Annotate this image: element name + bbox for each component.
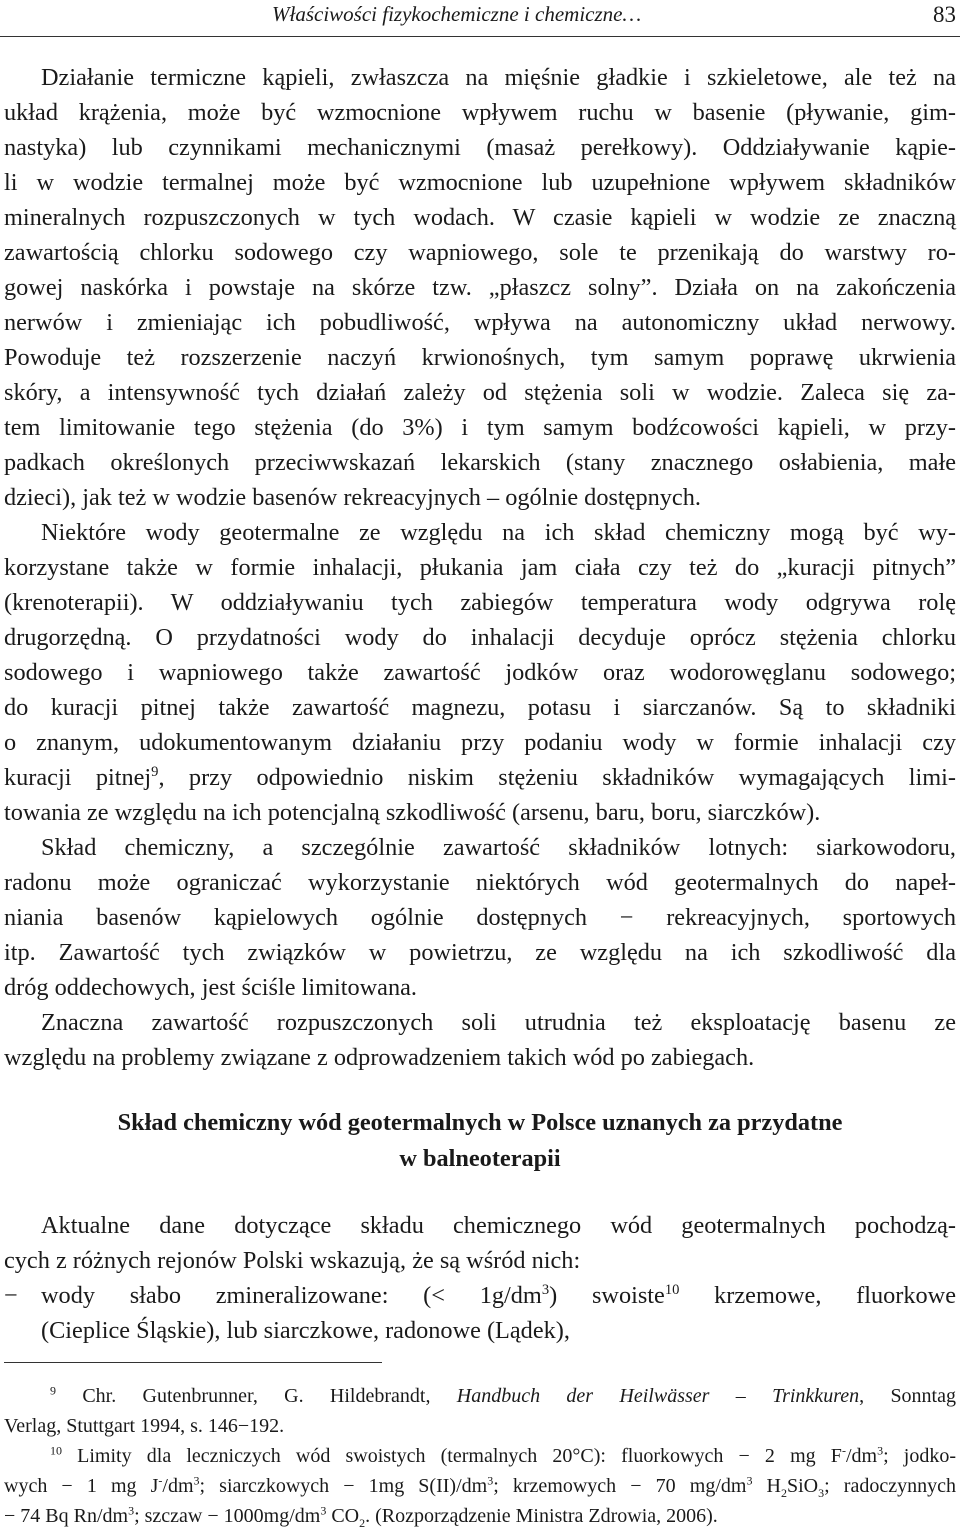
running-header bbox=[0, 0, 960, 37]
superscript: 3 bbox=[877, 1443, 884, 1458]
footnote-text: ; radoczynnych bbox=[824, 1475, 956, 1497]
text-line: padkach określonych przeciwwskazań lekarskich (stany znacznego osłabienia, małe bbox=[4, 449, 956, 476]
list-dash: − bbox=[4, 1282, 18, 1309]
text-line bbox=[4, 760, 956, 795]
footnote-number: 10 bbox=[50, 1443, 62, 1458]
header-title: Właściwości fizykochemiczne i chemiczne… bbox=[272, 2, 642, 26]
footnote-text: Limity dla leczniczych wód swoistych (termalnych 20°C): fluorkowych − 2 mg F bbox=[62, 1445, 842, 1467]
section-heading bbox=[0, 1105, 960, 1177]
text-line: Znaczna zawartość rozpuszczonych soli utrudnia też eksploatację basenu ze bbox=[41, 1009, 956, 1036]
list-text: (Cieplice Śląskie), lub siarczkowe, radonowe (Lądek), bbox=[41, 1317, 570, 1344]
text-line: dróg oddechowych, jest ściśle limitowana. bbox=[4, 974, 417, 1001]
text-line: skóry, a intensywność tych działań zależy od stężenia soli w wodzie. Zaleca się za- bbox=[4, 379, 956, 406]
footnote-text: ; krzemowych − 70 mg/dm bbox=[493, 1475, 747, 1497]
superscript: 3 bbox=[128, 1503, 135, 1518]
book-title: Handbuch der Heilwässer – Trinkkuren bbox=[456, 1385, 860, 1407]
footnote-ref-9[interactable]: 9 bbox=[151, 763, 159, 780]
superscript: - bbox=[841, 1443, 846, 1458]
footnote-text: ; szczaw − 1000mg/dm bbox=[134, 1505, 321, 1527]
footnote-text: ; jodko- bbox=[883, 1445, 956, 1467]
text-line: względu na problemy związane z odprowadzeniem takich wód po zabiegach. bbox=[4, 1044, 755, 1071]
text-line: do kuracji pitnej także zawartość magnezu, potasu i siarczanów. Są to składniki bbox=[4, 694, 956, 721]
text-line: cych z różnych rejonów Polski wskazują, że są wśród nich: bbox=[4, 1247, 581, 1274]
section-text bbox=[4, 1208, 956, 1348]
footnote-text: /dm bbox=[162, 1475, 194, 1497]
text-line: Powoduje też rozszerzenie naczyń krwionośnych, tym samym poprawę ukrwienia bbox=[4, 344, 956, 371]
text-line: gowej naskórka i powstaje na skórze tzw. „płaszcz solny”. Działa on na zakończenia bbox=[4, 274, 956, 301]
text-line: zawartością chlorku sodowego czy wapniowego, sole te przenikają do warstwy ro- bbox=[4, 239, 956, 266]
footnote-text: . (Rozporządzenie Ministra Zdrowia, 2006). bbox=[365, 1505, 718, 1527]
footnotes bbox=[4, 1381, 956, 1531]
text-line: niania basenów kąpielowych ogólnie dostępnych − rekreacyjnych, sportowych bbox=[4, 904, 956, 931]
text-line: towania ze względu na ich potencjalną szkodliwość (arsenu, baru, boru, siarczków). bbox=[4, 799, 821, 826]
footnote-text: CO bbox=[326, 1505, 360, 1527]
superscript: 3 bbox=[193, 1473, 200, 1488]
text-line: itp. Zawartość tych związków w powietrzu, ze względu na ich szkodliwość dla bbox=[4, 939, 956, 966]
body-text bbox=[4, 60, 956, 1075]
text-line: tem limitowanie tego stężenia (do 3%) i tym samym bodźcowości kąpieli, w przy- bbox=[4, 414, 956, 441]
text-line: Skład chemiczny, a szczególnie zawartość składników lotnych: siarkowodoru, bbox=[41, 834, 956, 861]
footnote-separator bbox=[4, 1362, 382, 1363]
line-text: kuracji pitnej bbox=[4, 764, 152, 791]
footnote-10 bbox=[4, 1441, 956, 1471]
footnote-9 bbox=[4, 1381, 956, 1411]
text-line: sodowego i wapniowego także zawartość jodków oraz wodorowęglanu sodowego; bbox=[4, 659, 956, 686]
text-line: nerwów i zmieniając ich pobudliwość, wpływa na autonomiczny układ nerwowy. bbox=[4, 309, 956, 336]
footnote-10-line-2 bbox=[4, 1471, 956, 1501]
superscript: - bbox=[158, 1473, 163, 1488]
superscript: 3 bbox=[320, 1503, 327, 1518]
text-line: li w wodzie termalnej może być wzmocnione lub uzupełnione wpływem składników bbox=[4, 169, 956, 196]
footnote-text: ; siarczkowych − 1mg S(II)/dm bbox=[199, 1475, 488, 1497]
text-line: Niektóre wody geotermalne ze względu na ich skład chemiczny mogą być wy- bbox=[41, 519, 956, 546]
heading-line-2: w balneoterapii bbox=[399, 1145, 561, 1172]
superscript: 3 bbox=[487, 1473, 494, 1488]
text-line: Działanie termiczne kąpieli, zwłaszcza na mięśnie gładkie i szkieletowe, ale też na bbox=[41, 64, 956, 91]
text-line: układ krążenia, może być wzmocnione wpływem ruchu w basenie (pływanie, gim- bbox=[4, 99, 956, 126]
footnote-text: H bbox=[752, 1475, 781, 1497]
text-line: nastyka) lub czynnikami mechanicznymi (masaż perełkowy). Oddziaływanie kąpie- bbox=[4, 134, 956, 161]
list-item-continuation bbox=[4, 1313, 956, 1348]
heading-line-1: Skład chemiczny wód geotermalnych w Polsce uznanych za przydatne bbox=[117, 1109, 843, 1136]
list-text: wody słabo zmineralizowane: (< 1g/dm bbox=[41, 1282, 542, 1309]
superscript: 3 bbox=[541, 1281, 550, 1298]
footnote-text: /dm bbox=[845, 1445, 878, 1467]
footnote-ref-10[interactable]: 10 bbox=[664, 1281, 680, 1298]
footnote-text: SiO bbox=[787, 1475, 819, 1497]
footnote-text: wych − 1 mg J bbox=[4, 1475, 159, 1497]
subscript: 3 bbox=[818, 1486, 825, 1500]
subscript: 2 bbox=[781, 1486, 787, 1500]
page-number: 83 bbox=[933, 2, 956, 27]
footnote-text: Chr. Gutenbrunner, G. Hildebrandt, bbox=[56, 1385, 457, 1407]
text-line: korzystane także w formie inhalacji, płukania jam ciała czy też do „kuracji pitnych” bbox=[4, 554, 956, 581]
superscript: 3 bbox=[746, 1473, 753, 1488]
text-line: radonu może ograniczać wykorzystanie niektórych wód geotermalnych do napeł- bbox=[4, 869, 956, 896]
text-line: Aktualne dane dotyczące składu chemicznego wód geotermalnych pochodzą- bbox=[41, 1212, 956, 1239]
list-item bbox=[4, 1278, 956, 1313]
text-line: mineralnych rozpuszczonych w tych wodach. W czasie kąpieli w wodzie ze znaczną bbox=[4, 204, 956, 231]
list-text: krzemowe, fluorkowe bbox=[679, 1282, 957, 1309]
text-line: o znanym, udokumentowanym działaniu przy podaniu wody w formie inhalacji czy bbox=[4, 729, 956, 756]
text-line: dzieci), jak też w wodzie basenów rekreacyjnych – ogólnie dostępnych. bbox=[4, 484, 701, 511]
line-text: , przy odpowiednio niskim stężeniu składników wymagających limi- bbox=[158, 764, 956, 791]
footnote-10-line-3 bbox=[4, 1501, 956, 1531]
footnote-9-line-2: Verlag, Stuttgart 1994, s. 146−192. bbox=[4, 1415, 285, 1437]
text-line: (krenoterapii). W oddziaływaniu tych zabiegów temperatura wody odgrywa rolę bbox=[4, 589, 956, 616]
footnote-text: − 74 Bq Rn/dm bbox=[4, 1505, 129, 1527]
footnote-number: 9 bbox=[50, 1383, 56, 1398]
text-line: drugorzędną. O przydatności wody do inhalacji decyduje oprócz stężenia chlorku bbox=[4, 624, 956, 651]
footnote-text: , Sonntag bbox=[859, 1385, 956, 1407]
list-text: ) swoiste bbox=[549, 1282, 665, 1309]
subscript: 2 bbox=[359, 1516, 366, 1530]
